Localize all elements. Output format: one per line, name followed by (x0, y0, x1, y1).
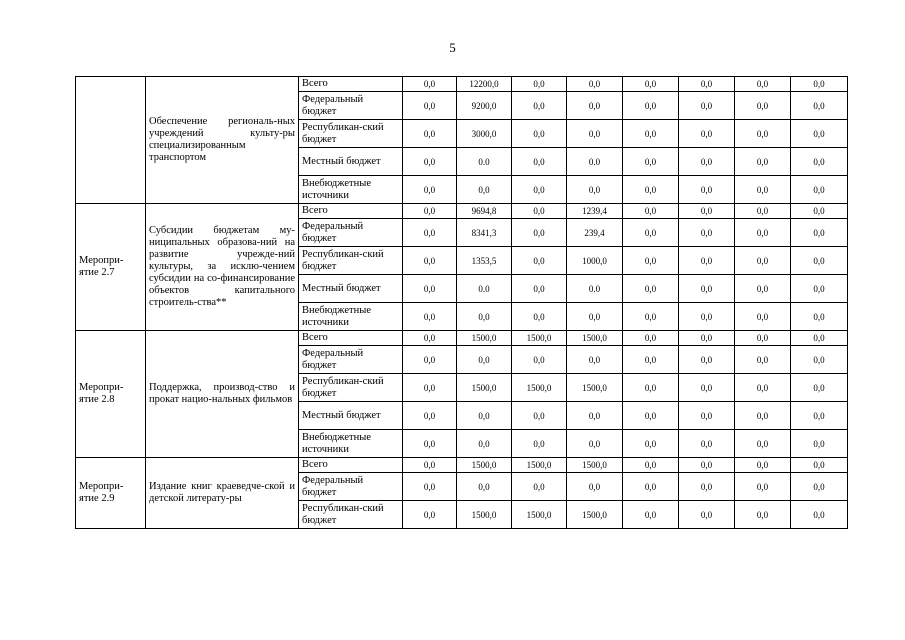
value-cell: 0,0 (403, 473, 457, 501)
description-cell: Субсидии бюджетам му-ниципальных образова-ний на развитие учрежде-ний культуры, за исклю-чением субсидии на со-финансирование объектов капитального строитель-ства** (146, 204, 299, 331)
funding-source-cell: Республикан-ский бюджет (299, 247, 403, 275)
value-cell: 0,0 (623, 204, 679, 219)
value-cell: 0,0 (679, 219, 735, 247)
value-cell: 0,0 (403, 402, 457, 430)
value-cell: 0,0 (512, 204, 567, 219)
table-row (76, 331, 848, 346)
value-cell: 0.0 (567, 148, 623, 176)
value-cell: 0,0 (403, 303, 457, 331)
value-cell: 0,0 (735, 219, 791, 247)
event-cell: Меропри-ятие 2.9 (76, 458, 146, 529)
value-cell: 0.0 (567, 275, 623, 303)
value-cell: 0,0 (735, 473, 791, 501)
budget-table (75, 76, 848, 529)
value-cell: 0,0 (791, 374, 848, 402)
funding-source-cell: Всего (299, 77, 403, 92)
event-cell (76, 77, 146, 204)
value-cell: 1500,0 (457, 374, 512, 402)
value-cell: 0,0 (512, 346, 567, 374)
value-cell: 0,0 (679, 473, 735, 501)
value-cell: 1500,0 (512, 501, 567, 529)
value-cell: 0,0 (679, 346, 735, 374)
value-cell: 0,0 (791, 275, 848, 303)
value-cell: 0,0 (735, 275, 791, 303)
value-cell: 0,0 (679, 247, 735, 275)
value-cell: 0,0 (512, 275, 567, 303)
value-cell: 0,0 (791, 204, 848, 219)
value-cell: 1500,0 (567, 501, 623, 529)
description-cell: Поддержка, производ-ство и прокат нацио-нальных фильмов (146, 331, 299, 458)
value-cell: 0,0 (567, 402, 623, 430)
value-cell: 0,0 (512, 303, 567, 331)
value-cell: 0,0 (567, 346, 623, 374)
value-cell: 0,0 (623, 473, 679, 501)
table-row (76, 458, 848, 473)
value-cell: 0,0 (457, 303, 512, 331)
value-cell: 0,0 (679, 430, 735, 458)
value-cell: 0,0 (735, 120, 791, 148)
funding-source-cell: Республикан-ский бюджет (299, 501, 403, 529)
value-cell: 0,0 (735, 374, 791, 402)
value-cell: 0,0 (791, 402, 848, 430)
value-cell: 0,0 (403, 247, 457, 275)
description-cell: Издание книг краеведче-ской и детской литерату-ры (146, 458, 299, 529)
value-cell: 0,0 (679, 120, 735, 148)
value-cell: 0,0 (679, 458, 735, 473)
value-cell: 0,0 (623, 458, 679, 473)
funding-source-cell: Федеральный бюджет (299, 346, 403, 374)
value-cell: 0,0 (623, 275, 679, 303)
value-cell: 0,0 (403, 176, 457, 204)
funding-source-cell: Республикан-ский бюджет (299, 374, 403, 402)
funding-source-cell: Республикан-ский бюджет (299, 120, 403, 148)
event-cell: Меропри-ятие 2.7 (76, 204, 146, 331)
value-cell: 0,0 (791, 303, 848, 331)
value-cell: 0,0 (567, 92, 623, 120)
value-cell: 0,0 (567, 303, 623, 331)
value-cell: 1000,0 (567, 247, 623, 275)
funding-source-cell: Внебюджетные источники (299, 176, 403, 204)
value-cell: 1500,0 (567, 458, 623, 473)
value-cell: 1500,0 (457, 331, 512, 346)
value-cell: 0,0 (623, 331, 679, 346)
funding-source-cell: Федеральный бюджет (299, 473, 403, 501)
value-cell: 8341,3 (457, 219, 512, 247)
value-cell: 0,0 (679, 92, 735, 120)
value-cell: 0,0 (735, 430, 791, 458)
value-cell: 9694,8 (457, 204, 512, 219)
value-cell: 0,0 (791, 219, 848, 247)
value-cell: 0,0 (679, 501, 735, 529)
value-cell: 0,0 (791, 176, 848, 204)
value-cell: 0,0 (403, 501, 457, 529)
value-cell: 0,0 (735, 346, 791, 374)
value-cell: 0,0 (679, 204, 735, 219)
value-cell: 1500,0 (457, 458, 512, 473)
value-cell: 0,0 (623, 374, 679, 402)
value-cell: 0,0 (679, 374, 735, 402)
value-cell: 0,0 (403, 331, 457, 346)
value-cell: 0,0 (512, 219, 567, 247)
value-cell: 0,0 (735, 176, 791, 204)
value-cell: 0,0 (791, 331, 848, 346)
value-cell: 0,0 (735, 303, 791, 331)
value-cell: 0,0 (457, 402, 512, 430)
value-cell: 0,0 (623, 120, 679, 148)
value-cell: 0,0 (791, 501, 848, 529)
table-row (76, 77, 848, 92)
value-cell: 0,0 (403, 204, 457, 219)
value-cell: 0,0 (735, 92, 791, 120)
value-cell: 0,0 (791, 120, 848, 148)
value-cell: 0,0 (735, 204, 791, 219)
funding-source-cell: Федеральный бюджет (299, 219, 403, 247)
budget-table-body (76, 77, 848, 529)
value-cell: 0,0 (512, 77, 567, 92)
funding-source-cell: Федеральный бюджет (299, 92, 403, 120)
value-cell: 0,0 (791, 346, 848, 374)
value-cell: 0,0 (791, 92, 848, 120)
value-cell: 0,0 (567, 430, 623, 458)
value-cell: 0,0 (457, 176, 512, 204)
value-cell: 1500,0 (512, 374, 567, 402)
value-cell: 0,0 (623, 148, 679, 176)
value-cell: 0,0 (791, 77, 848, 92)
value-cell: 0,0 (403, 374, 457, 402)
value-cell: 0,0 (791, 473, 848, 501)
funding-source-cell: Местный бюджет (299, 148, 403, 176)
value-cell: 0,0 (679, 176, 735, 204)
value-cell: 0,0 (457, 430, 512, 458)
value-cell: 0,0 (679, 275, 735, 303)
value-cell: 3000,0 (457, 120, 512, 148)
funding-source-cell: Местный бюджет (299, 402, 403, 430)
value-cell: 1500,0 (567, 331, 623, 346)
value-cell: 1500,0 (457, 501, 512, 529)
value-cell: 0,0 (403, 120, 457, 148)
value-cell: 0,0 (403, 346, 457, 374)
value-cell: 0.0 (457, 275, 512, 303)
value-cell: 0,0 (735, 247, 791, 275)
value-cell: 0,0 (403, 148, 457, 176)
value-cell: 0,0 (512, 430, 567, 458)
value-cell: 0,0 (512, 148, 567, 176)
value-cell: 0,0 (512, 120, 567, 148)
value-cell: 0,0 (623, 402, 679, 430)
value-cell: 0,0 (512, 473, 567, 501)
description-cell: Обеспечение региональ-ных учреждений культу-ры специализированным транспортом (146, 77, 299, 204)
value-cell: 0,0 (623, 346, 679, 374)
value-cell: 0,0 (679, 402, 735, 430)
value-cell: 0,0 (623, 303, 679, 331)
value-cell: 239,4 (567, 219, 623, 247)
value-cell: 0,0 (735, 458, 791, 473)
value-cell: 0,0 (512, 176, 567, 204)
value-cell: 0,0 (679, 303, 735, 331)
value-cell: 0.0 (457, 148, 512, 176)
value-cell: 0,0 (735, 402, 791, 430)
value-cell: 0,0 (512, 92, 567, 120)
value-cell: 0,0 (623, 77, 679, 92)
value-cell: 12200,0 (457, 77, 512, 92)
funding-source-cell: Всего (299, 458, 403, 473)
value-cell: 0,0 (791, 148, 848, 176)
value-cell: 0,0 (679, 77, 735, 92)
value-cell: 1239,4 (567, 204, 623, 219)
funding-source-cell: Всего (299, 204, 403, 219)
value-cell: 0,0 (403, 219, 457, 247)
value-cell: 0,0 (403, 458, 457, 473)
value-cell: 0,0 (512, 402, 567, 430)
funding-source-cell: Внебюджетные источники (299, 430, 403, 458)
page-number: 5 (449, 40, 456, 55)
value-cell: 0,0 (403, 275, 457, 303)
value-cell: 0,0 (512, 247, 567, 275)
value-cell: 1500,0 (512, 458, 567, 473)
value-cell: 0,0 (403, 77, 457, 92)
value-cell: 0,0 (403, 92, 457, 120)
value-cell: 0,0 (679, 148, 735, 176)
value-cell: 0,0 (623, 176, 679, 204)
value-cell: 1500,0 (567, 374, 623, 402)
event-cell: Меропри-ятие 2.8 (76, 331, 146, 458)
value-cell: 0,0 (623, 219, 679, 247)
value-cell: 0,0 (567, 176, 623, 204)
funding-source-cell: Всего (299, 331, 403, 346)
value-cell: 0,0 (791, 458, 848, 473)
value-cell: 0,0 (791, 430, 848, 458)
value-cell: 0,0 (457, 473, 512, 501)
value-cell: 9200,0 (457, 92, 512, 120)
value-cell: 0,0 (623, 501, 679, 529)
value-cell: 0,0 (567, 77, 623, 92)
value-cell: 1500,0 (512, 331, 567, 346)
value-cell: 0,0 (567, 120, 623, 148)
value-cell: 1353,5 (457, 247, 512, 275)
funding-source-cell: Местный бюджет (299, 275, 403, 303)
value-cell: 0,0 (457, 346, 512, 374)
funding-source-cell: Внебюджетные источники (299, 303, 403, 331)
table-row (76, 204, 848, 219)
value-cell: 0,0 (567, 473, 623, 501)
value-cell: 0,0 (679, 331, 735, 346)
value-cell: 0,0 (623, 247, 679, 275)
value-cell: 0,0 (791, 247, 848, 275)
value-cell: 0,0 (623, 430, 679, 458)
value-cell: 0,0 (735, 77, 791, 92)
value-cell: 0,0 (735, 148, 791, 176)
value-cell: 0,0 (735, 331, 791, 346)
value-cell: 0,0 (403, 430, 457, 458)
value-cell: 0,0 (623, 92, 679, 120)
value-cell: 0,0 (735, 501, 791, 529)
